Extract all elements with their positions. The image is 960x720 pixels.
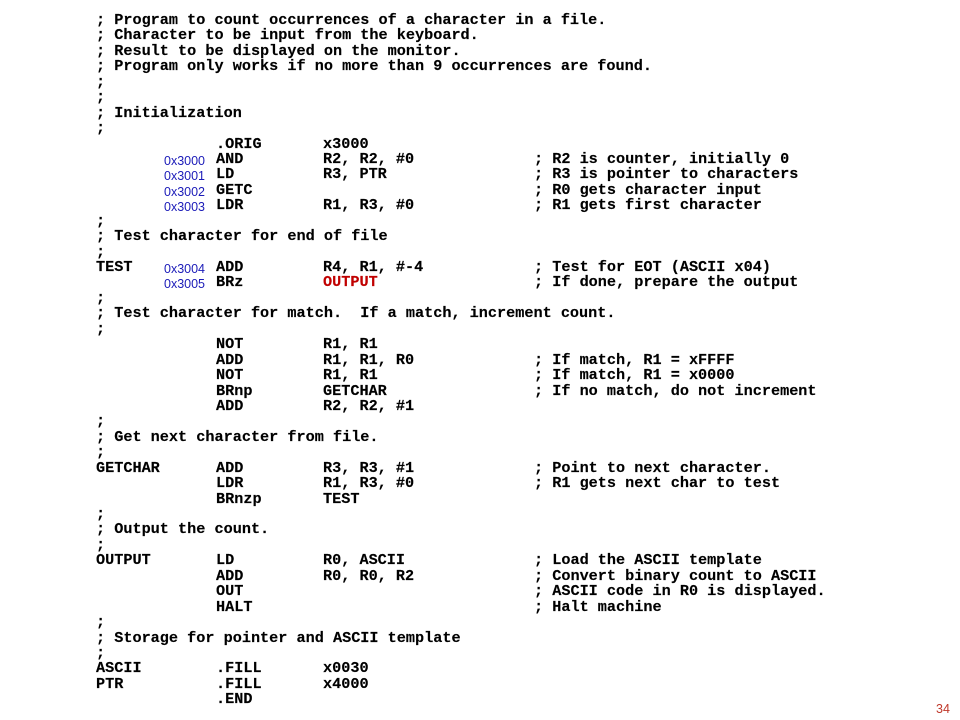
- operands: R1, R1: [323, 366, 378, 385]
- inline-comment: ; R1 gets next char to test: [534, 474, 781, 493]
- operands: R3, PTR: [323, 165, 387, 184]
- comment-line: ; Storage for pointer and ASCII template: [96, 628, 461, 647]
- operands: R2, R2, #1: [323, 396, 415, 415]
- inline-comment: ; ASCII code in R0 is displayed.: [534, 582, 826, 601]
- comment-line: ;: [96, 505, 106, 523]
- comment-line: ; Output the count.: [96, 520, 270, 539]
- code-label: GETCHAR: [96, 458, 160, 477]
- comment-line: ;: [96, 412, 106, 431]
- operands: OUTPUT: [323, 273, 378, 292]
- opcode: ADD: [216, 458, 244, 477]
- opcode: GETC: [216, 180, 253, 199]
- opcode: .FILL: [216, 659, 262, 678]
- opcode: NOT: [216, 335, 244, 354]
- opcode: .END: [216, 690, 253, 709]
- code-label: ASCII: [96, 659, 142, 678]
- inline-comment: ; R0 gets character input: [534, 180, 762, 199]
- opcode: HALT: [216, 597, 253, 616]
- inline-comment: ; R3 is pointer to characters: [534, 165, 799, 184]
- opcode: .FILL: [216, 674, 262, 693]
- comment-line: ; Program only works if no more than 9 occurrences are found.: [96, 57, 652, 76]
- comment-line: ;: [96, 443, 106, 462]
- opcode: OUT: [216, 582, 244, 601]
- operands: x3000: [323, 134, 369, 153]
- operands: R0, ASCII: [323, 551, 406, 570]
- operands: TEST: [323, 489, 360, 508]
- comment-line: ; Test character for end of file: [96, 227, 388, 246]
- code-label: OUTPUT: [96, 551, 151, 570]
- opcode: ADD: [216, 258, 244, 276]
- operands: R1, R1, R0: [323, 350, 415, 369]
- comment-line: ; Test character for match. If a match, increment count.: [96, 304, 616, 323]
- comment-line: ;: [96, 535, 106, 554]
- comment-line: ; Result to be displayed on the monitor.: [96, 41, 461, 60]
- comment-line: ;: [96, 88, 106, 107]
- comment-line: ;: [96, 643, 106, 662]
- operands: GETCHAR: [323, 381, 387, 400]
- comment-line: ;: [96, 119, 106, 138]
- inline-comment: ; If done, prepare the output: [534, 273, 799, 292]
- opcode: AND: [216, 149, 244, 168]
- opcode: ADD: [216, 350, 244, 369]
- comment-line: ;: [96, 242, 106, 261]
- inline-comment: ; Test for EOT (ASCII x04): [534, 258, 771, 276]
- opcode: NOT: [216, 366, 244, 385]
- comment-line: ; Program to count occurrences of a character in a file.: [96, 11, 607, 29]
- inline-comment: ; R1 gets first character: [534, 196, 762, 215]
- opcode: BRnzp: [216, 489, 262, 508]
- memory-address: 0x3001: [164, 169, 206, 184]
- comment-line: ;: [96, 613, 106, 632]
- inline-comment: ; Point to next character.: [534, 458, 771, 477]
- opcode: .ORIG: [216, 134, 262, 153]
- comment-line: ;: [96, 319, 106, 338]
- operands: R1, R3, #0: [323, 196, 415, 215]
- comment-line: ;: [96, 288, 106, 307]
- opcode: LD: [216, 165, 235, 184]
- inline-comment: ; Halt machine: [534, 597, 662, 616]
- memory-address: 0x3005: [164, 277, 206, 292]
- comment-line: ; Initialization: [96, 103, 242, 122]
- operands: R4, R1, #-4: [323, 258, 424, 276]
- page-number: 34: [936, 702, 950, 716]
- inline-comment: ; Load the ASCII template: [534, 551, 762, 570]
- code-label: TEST: [96, 258, 133, 276]
- comment-line: ;: [96, 72, 106, 91]
- operands: R1, R1: [323, 335, 378, 354]
- operands: x4000: [323, 674, 369, 693]
- comment-line: ; Get next character from file.: [96, 427, 379, 446]
- code-label: PTR: [96, 674, 124, 693]
- opcode: BRnp: [216, 381, 253, 400]
- opcode: ADD: [216, 566, 244, 585]
- opcode: BRz: [216, 273, 244, 292]
- memory-address: 0x3000: [164, 153, 206, 168]
- operands: R1, R3, #0: [323, 474, 415, 493]
- comment-line: ; Character to be input from the keyboard.: [96, 26, 479, 45]
- inline-comment: ; If no match, do not increment: [534, 381, 817, 400]
- inline-comment: ; If match, R1 = xFFFF: [534, 350, 735, 369]
- operands: R0, R0, R2: [323, 566, 415, 585]
- opcode: LDR: [216, 196, 244, 215]
- operands: x0030: [323, 659, 369, 678]
- opcode: LD: [216, 551, 235, 570]
- comment-line: ;: [96, 211, 106, 230]
- opcode: ADD: [216, 396, 244, 415]
- memory-address: 0x3003: [164, 200, 206, 215]
- inline-comment: ; If match, R1 = x0000: [534, 366, 735, 385]
- opcode: LDR: [216, 474, 244, 493]
- operands: R2, R2, #0: [323, 149, 415, 168]
- operands: R3, R3, #1: [323, 458, 415, 477]
- memory-address: 0x3002: [164, 184, 206, 199]
- inline-comment: ; Convert binary count to ASCII: [534, 566, 817, 585]
- inline-comment: ; R2 is counter, initially 0: [534, 149, 790, 168]
- memory-address: 0x3004: [164, 262, 206, 276]
